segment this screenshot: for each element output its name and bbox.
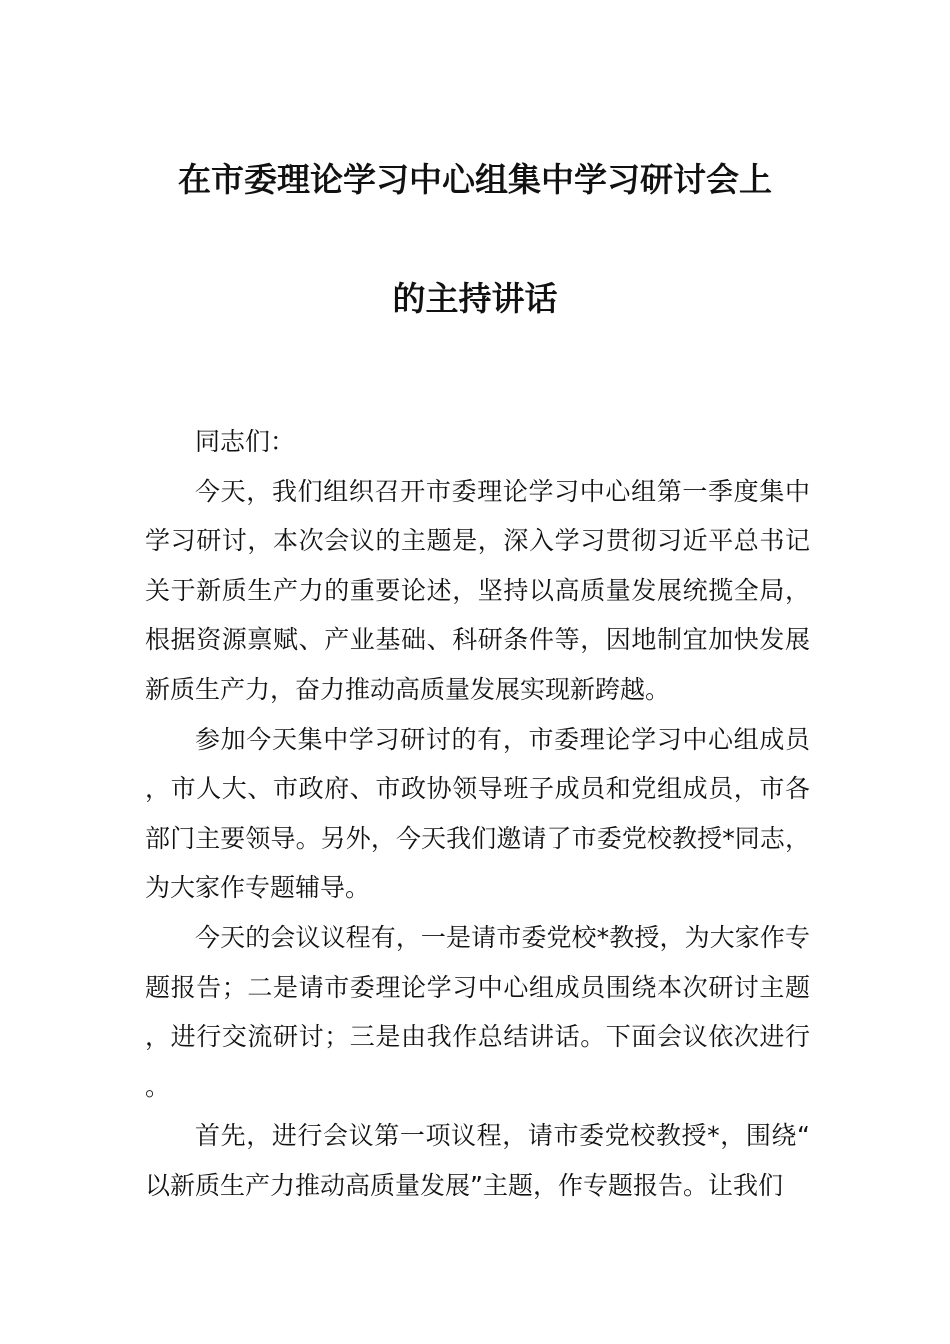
body-paragraph: 首先，进行会议第一项议程，请市委党校教授*，围绕“以新质生产力推动高质量发展”主题，作专题报告。让我们 xyxy=(145,1121,810,1200)
document-title-line-1: 在市委理论学习中心组集中学习研讨会上 xyxy=(178,160,772,199)
body-paragraph: 今天，我们组织召开市委理论学习中心组第一季度集中学习研讨，本次会议的主题是，深入学习贯彻习近平总书记关于新质生产力的重要论述，坚持以高质量发展统揽全局，根据资源禀赋、产业基础、科研条件等，因地制宜加快发展新质生产力，奋力推动高质量发展实现新跨越。 xyxy=(145,476,810,704)
body-paragraph: 今天的会议议程有，一是请市委党校*教授，为大家作专题报告；二是请市委理论学习中心组成员围绕本次研讨主题，进行交流研讨；三是由我作总结讲话。下面会议依次进行。 xyxy=(145,922,810,1101)
body-paragraph: 参加今天集中学习研讨的有，市委理论学习中心组成员，市人大、市政府、市政协领导班子成员和党组成员，市各部门主要领导。另外，今天我们邀请了市委党校教授*同志，为大家作专题辅导。 xyxy=(145,724,810,903)
document-body xyxy=(145,417,810,1211)
document-title-line-2: 的主持讲话 xyxy=(392,279,558,318)
salutation-paragraph: 同志们： xyxy=(195,427,296,456)
